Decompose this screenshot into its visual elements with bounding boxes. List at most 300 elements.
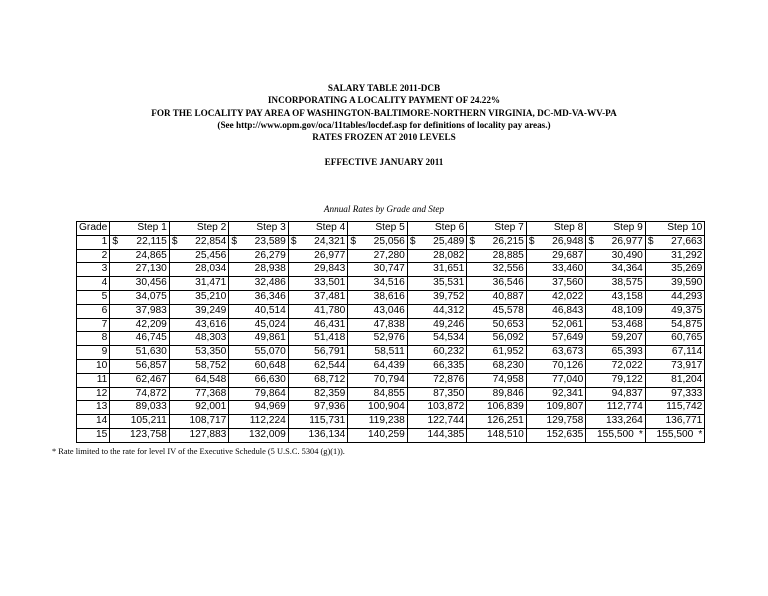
salary-cell <box>407 346 467 360</box>
salary-value: 94,969 <box>254 401 286 413</box>
salary-cell <box>110 249 170 263</box>
table-row <box>77 373 705 387</box>
salary-value: 47,838 <box>373 318 405 330</box>
salary-value: 57,649 <box>552 332 584 344</box>
salary-value: 46,431 <box>314 318 346 330</box>
column-header-step-8: Step 8 <box>526 222 586 236</box>
grade-cell: 15 <box>77 428 110 442</box>
salary-value: 44,293 <box>671 290 703 302</box>
salary-cell <box>288 373 348 387</box>
table-row <box>77 387 705 401</box>
salary-value: 70,126 <box>552 359 584 371</box>
salary-cell <box>229 415 289 429</box>
table-row <box>77 428 705 442</box>
table-title: SALARY TABLE 2011-DCB <box>327 83 441 93</box>
salary-value: 108,717 <box>189 415 227 427</box>
salary-cell <box>586 373 646 387</box>
currency-symbol: $ <box>231 235 237 247</box>
salary-value: 27,130 <box>135 263 167 275</box>
salary-cell <box>110 290 170 304</box>
salary-cell <box>169 415 229 429</box>
salary-cell <box>645 263 705 277</box>
salary-value: 67,114 <box>671 346 703 358</box>
salary-value: 70,794 <box>373 373 405 385</box>
salary-cell <box>169 332 229 346</box>
salary-value: 92,001 <box>195 401 227 413</box>
salary-cell <box>526 387 586 401</box>
salary-cell <box>526 401 586 415</box>
salary-cell <box>169 428 229 442</box>
salary-cell <box>586 277 646 291</box>
salary-value: 32,556 <box>492 263 524 275</box>
salary-cell <box>348 277 408 291</box>
footnote: * Rate limited to the rate for level IV of the Executive Schedule (5 U.S.C. 5304 (g)(1)). <box>52 447 345 456</box>
salary-cell <box>229 428 289 442</box>
salary-cell <box>526 318 586 332</box>
salary-cell <box>645 387 705 401</box>
salary-cell <box>407 428 467 442</box>
table-row <box>77 346 705 360</box>
salary-cell <box>467 277 527 291</box>
salary-cell <box>467 304 527 318</box>
salary-cell <box>467 249 527 263</box>
rate-limit-marker: * <box>698 428 703 440</box>
salary-value: 34,516 <box>373 277 405 289</box>
salary-value: 60,648 <box>254 359 286 371</box>
salary-value: 52,976 <box>373 332 405 344</box>
locality-payment-line: INCORPORATING A LOCALITY PAYMENT OF 24.22% <box>267 95 501 106</box>
grade-cell: 7 <box>77 318 110 332</box>
grade-cell: 4 <box>77 277 110 291</box>
salary-cell <box>586 249 646 263</box>
salary-cell <box>526 359 586 373</box>
salary-value: 28,082 <box>433 249 465 261</box>
salary-value: 39,752 <box>433 290 465 302</box>
salary-cell <box>645 373 705 387</box>
salary-value: 27,280 <box>373 249 405 261</box>
column-header-step-3: Step 3 <box>229 222 289 236</box>
salary-value: 26,215 <box>492 235 524 247</box>
salary-value: 89,846 <box>492 387 524 399</box>
salary-value: 49,375 <box>671 304 703 316</box>
salary-value: 100,904 <box>368 401 405 413</box>
currency-symbol: $ <box>290 235 297 247</box>
salary-value: 26,948 <box>552 235 584 247</box>
salary-cell <box>348 359 408 373</box>
salary-value: 37,481 <box>314 290 346 302</box>
salary-cell <box>526 346 586 360</box>
salary-cell <box>169 401 229 415</box>
salary-cell <box>407 235 467 249</box>
salary-cell <box>110 304 170 318</box>
salary-value: 103,872 <box>427 401 465 413</box>
salary-value: 44,312 <box>433 304 465 316</box>
salary-value: 115,731 <box>309 415 346 427</box>
salary-value: 136,771 <box>665 415 703 427</box>
salary-cell <box>645 346 705 360</box>
salary-value: 35,531 <box>433 277 465 289</box>
salary-cell <box>288 387 348 401</box>
salary-value: 123,758 <box>130 428 167 440</box>
salary-cell <box>169 359 229 373</box>
salary-cell <box>110 318 170 332</box>
salary-cell <box>288 235 348 249</box>
salary-cell <box>229 346 289 360</box>
salary-value: 77,040 <box>552 373 584 385</box>
salary-cell <box>586 304 646 318</box>
table-subtitle: Annual Rates by Grade and Step <box>323 204 445 214</box>
salary-value: 64,548 <box>195 373 227 385</box>
salary-cell <box>467 401 527 415</box>
table-row <box>77 277 705 291</box>
salary-value: 36,546 <box>492 277 524 289</box>
salary-value: 46,843 <box>552 304 584 316</box>
salary-cell <box>467 332 527 346</box>
column-header-step-6: Step 6 <box>407 222 467 236</box>
salary-value: 28,885 <box>492 249 524 261</box>
salary-value: 60,232 <box>433 346 465 358</box>
salary-table-head <box>77 222 705 236</box>
currency-symbol: $ <box>171 235 178 247</box>
salary-cell <box>229 373 289 387</box>
salary-value: 54,534 <box>433 332 465 344</box>
salary-value: 30,490 <box>611 249 643 261</box>
salary-cell <box>169 263 229 277</box>
salary-value: 55,070 <box>254 346 286 358</box>
table-header-row <box>77 222 705 236</box>
salary-cell <box>467 346 527 360</box>
salary-value: 155,500 <box>656 428 694 440</box>
grade-cell: 3 <box>77 263 110 277</box>
salary-value: 45,578 <box>492 304 524 316</box>
salary-cell <box>229 235 289 249</box>
salary-value: 31,292 <box>671 249 703 261</box>
salary-value: 119,238 <box>368 415 405 427</box>
salary-cell <box>526 290 586 304</box>
document-header <box>0 82 768 169</box>
salary-value: 97,333 <box>671 387 703 399</box>
salary-cell <box>229 249 289 263</box>
salary-value: 81,204 <box>671 373 703 385</box>
salary-value: 42,209 <box>135 318 167 330</box>
salary-cell <box>526 428 586 442</box>
grade-cell: 11 <box>77 373 110 387</box>
salary-value: 31,471 <box>195 277 227 289</box>
salary-value: 22,115 <box>136 235 167 247</box>
salary-cell <box>229 359 289 373</box>
column-header-step-1: Step 1 <box>110 222 170 236</box>
salary-value: 54,875 <box>671 318 703 330</box>
salary-value: 56,857 <box>135 359 167 371</box>
salary-cell <box>407 401 467 415</box>
salary-value: 129,758 <box>546 415 584 427</box>
salary-cell <box>407 277 467 291</box>
table-row <box>77 401 705 415</box>
salary-value: 66,335 <box>433 359 465 371</box>
currency-symbol: $ <box>112 235 118 247</box>
salary-cell <box>407 318 467 332</box>
salary-cell <box>645 304 705 318</box>
salary-value: 133,264 <box>606 415 643 427</box>
salary-cell <box>288 249 348 263</box>
salary-cell <box>169 290 229 304</box>
column-header-step-7: Step 7 <box>467 222 527 236</box>
column-header-step-4: Step 4 <box>288 222 348 236</box>
salary-value: 26,279 <box>254 249 286 261</box>
salary-value: 106,839 <box>487 401 524 413</box>
table-row <box>77 359 705 373</box>
salary-cell <box>229 318 289 332</box>
salary-value: 72,876 <box>433 373 465 385</box>
salary-cell <box>229 387 289 401</box>
salary-cell <box>526 373 586 387</box>
salary-value: 155,500 <box>597 428 634 440</box>
grade-cell: 13 <box>77 401 110 415</box>
table-row <box>77 304 705 318</box>
salary-value: 94,837 <box>611 387 643 399</box>
salary-value: 41,780 <box>314 304 346 316</box>
salary-value: 42,022 <box>552 290 584 302</box>
salary-value: 122,744 <box>427 415 465 427</box>
salary-value: 22,854 <box>195 235 227 247</box>
salary-cell <box>348 401 408 415</box>
table-row <box>77 235 705 249</box>
salary-value: 25,489 <box>433 235 465 247</box>
salary-cell <box>110 428 170 442</box>
salary-cell <box>645 401 705 415</box>
grade-cell: 12 <box>77 387 110 401</box>
salary-value: 48,303 <box>195 332 227 344</box>
salary-cell <box>110 415 170 429</box>
salary-cell <box>348 415 408 429</box>
currency-symbol: $ <box>409 235 416 247</box>
salary-value: 68,712 <box>314 373 346 385</box>
salary-value: 60,765 <box>671 332 703 344</box>
salary-value: 77,368 <box>195 387 227 399</box>
column-header-step-9: Step 9 <box>586 222 646 236</box>
salary-cell <box>407 249 467 263</box>
salary-cell <box>645 290 705 304</box>
table-row <box>77 249 705 263</box>
salary-cell <box>348 387 408 401</box>
salary-value: 36,346 <box>254 290 286 302</box>
currency-symbol: $ <box>469 235 475 247</box>
salary-value: 52,061 <box>552 318 584 330</box>
salary-value: 48,109 <box>611 304 643 316</box>
salary-value: 89,033 <box>135 401 167 413</box>
currency-symbol: $ <box>588 235 594 247</box>
salary-cell <box>407 415 467 429</box>
salary-cell <box>407 359 467 373</box>
salary-cell <box>407 263 467 277</box>
salary-value: 127,883 <box>189 428 227 440</box>
salary-value: 65,393 <box>611 346 643 358</box>
salary-cell <box>288 277 348 291</box>
salary-cell <box>229 401 289 415</box>
column-header-step-5: Step 5 <box>348 222 408 236</box>
salary-value: 72,022 <box>611 359 643 371</box>
salary-value: 66,630 <box>254 373 286 385</box>
salary-value: 27,663 <box>671 235 703 247</box>
salary-value: 28,938 <box>254 263 286 275</box>
salary-value: 24,321 <box>314 235 346 247</box>
salary-value: 73,917 <box>671 359 703 371</box>
salary-cell <box>288 263 348 277</box>
salary-value: 45,024 <box>254 318 286 330</box>
salary-value: 32,486 <box>254 277 286 289</box>
salary-cell <box>467 415 527 429</box>
salary-value: 49,246 <box>433 318 465 330</box>
column-header-grade: Grade <box>77 222 110 236</box>
salary-cell <box>407 332 467 346</box>
salary-cell <box>288 359 348 373</box>
salary-cell <box>110 332 170 346</box>
salary-value: 58,752 <box>195 359 227 371</box>
salary-cell <box>169 235 229 249</box>
salary-value: 53,350 <box>195 346 227 358</box>
salary-cell <box>586 318 646 332</box>
salary-value: 38,616 <box>373 290 405 302</box>
salary-table-body <box>77 235 705 442</box>
salary-cell <box>169 387 229 401</box>
currency-symbol: $ <box>647 235 654 247</box>
salary-cell <box>586 346 646 360</box>
salary-value: 109,807 <box>546 401 584 413</box>
salary-value: 39,590 <box>671 277 703 289</box>
salary-cell <box>586 235 646 249</box>
salary-value: 37,560 <box>552 277 584 289</box>
effective-date: EFFECTIVE JANUARY 2011 <box>324 157 444 168</box>
salary-value: 58,511 <box>374 346 405 358</box>
salary-cell <box>288 401 348 415</box>
table-row <box>77 290 705 304</box>
salary-cell <box>467 428 527 442</box>
salary-cell <box>645 359 705 373</box>
salary-cell <box>288 332 348 346</box>
grade-cell: 2 <box>77 249 110 263</box>
currency-symbol: $ <box>350 235 356 247</box>
salary-value: 30,747 <box>373 263 405 275</box>
salary-cell <box>348 304 408 318</box>
salary-cell <box>645 249 705 263</box>
salary-value: 25,456 <box>195 249 227 261</box>
salary-cell <box>110 235 170 249</box>
salary-cell <box>348 428 408 442</box>
salary-value: 25,056 <box>373 235 405 247</box>
salary-cell <box>467 359 527 373</box>
salary-value: 28,034 <box>195 263 227 275</box>
salary-value: 51,630 <box>135 346 167 358</box>
salary-value: 82,359 <box>314 387 346 399</box>
salary-value: 62,467 <box>135 373 167 385</box>
salary-value: 59,207 <box>611 332 643 344</box>
salary-cell <box>169 277 229 291</box>
salary-cell <box>348 373 408 387</box>
salary-value: 56,791 <box>314 346 346 358</box>
salary-cell <box>169 373 229 387</box>
salary-cell <box>110 373 170 387</box>
salary-cell <box>586 401 646 415</box>
salary-value: 51,418 <box>314 332 346 344</box>
salary-cell <box>467 318 527 332</box>
table-row <box>77 263 705 277</box>
salary-value: 43,158 <box>611 290 643 302</box>
salary-value: 43,616 <box>195 318 227 330</box>
salary-cell <box>407 304 467 318</box>
salary-value: 26,977 <box>611 235 643 247</box>
grade-cell: 5 <box>77 290 110 304</box>
salary-cell <box>526 235 586 249</box>
salary-value: 35,269 <box>671 263 703 275</box>
salary-value: 105,211 <box>130 415 167 427</box>
salary-cell <box>288 318 348 332</box>
salary-table <box>76 221 705 443</box>
salary-cell <box>169 346 229 360</box>
salary-cell <box>645 428 705 442</box>
salary-cell <box>526 415 586 429</box>
salary-cell <box>645 415 705 429</box>
salary-cell <box>110 387 170 401</box>
salary-value: 74,872 <box>135 387 167 399</box>
salary-cell <box>586 263 646 277</box>
salary-cell <box>110 346 170 360</box>
currency-symbol: $ <box>528 235 535 247</box>
salary-cell <box>526 263 586 277</box>
salary-cell <box>229 304 289 318</box>
grade-cell: 6 <box>77 304 110 318</box>
salary-cell <box>526 277 586 291</box>
salary-cell <box>169 304 229 318</box>
salary-value: 64,439 <box>373 359 405 371</box>
salary-cell <box>229 290 289 304</box>
salary-value: 50,653 <box>492 318 524 330</box>
salary-cell <box>526 332 586 346</box>
salary-value: 29,687 <box>552 249 584 261</box>
table-row <box>77 332 705 346</box>
salary-value: 112,224 <box>249 415 286 427</box>
salary-value: 24,865 <box>135 249 167 261</box>
salary-value: 37,983 <box>135 304 167 316</box>
column-header-step-2: Step 2 <box>169 222 229 236</box>
salary-cell <box>645 235 705 249</box>
salary-value: 56,092 <box>492 332 524 344</box>
salary-cell <box>348 332 408 346</box>
salary-value: 97,936 <box>314 401 346 413</box>
salary-cell <box>288 304 348 318</box>
salary-value: 115,742 <box>666 401 703 413</box>
salary-cell <box>110 401 170 415</box>
salary-cell <box>348 346 408 360</box>
salary-cell <box>169 249 229 263</box>
salary-cell <box>407 373 467 387</box>
salary-value: 53,468 <box>611 318 643 330</box>
salary-cell <box>586 428 646 442</box>
salary-value: 144,385 <box>427 428 465 440</box>
salary-cell <box>586 332 646 346</box>
salary-value: 29,843 <box>314 263 346 275</box>
salary-cell <box>586 359 646 373</box>
rates-frozen-line: RATES FROZEN AT 2010 LEVELS <box>312 132 456 143</box>
salary-value: 79,864 <box>254 387 286 399</box>
salary-value: 30,456 <box>135 277 167 289</box>
salary-cell <box>645 332 705 346</box>
table-row <box>77 415 705 429</box>
grade-cell: 8 <box>77 332 110 346</box>
salary-value: 31,651 <box>433 263 465 275</box>
salary-value: 79,122 <box>611 373 643 385</box>
salary-value: 63,673 <box>552 346 584 358</box>
salary-value: 136,134 <box>308 428 346 440</box>
